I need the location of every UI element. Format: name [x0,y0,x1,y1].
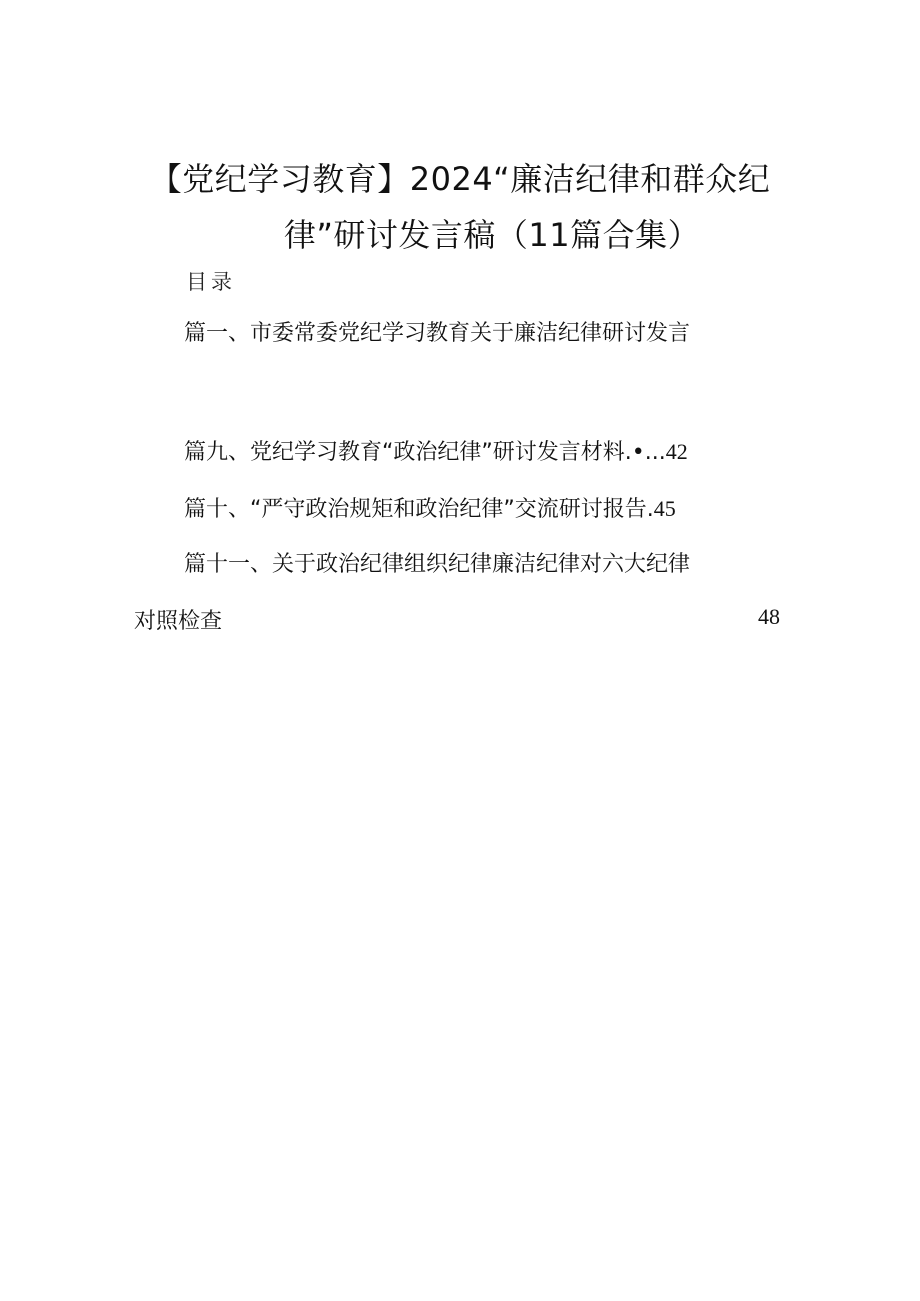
document-title [110,151,810,263]
toc-entry-text: 篇九、党纪学习教育“政治纪律”研讨发言材料.•... [184,440,666,465]
toc-entry-10[interactable] [184,494,676,525]
toc-page-number: 48 [758,604,780,629]
toc-entry-9[interactable] [184,437,688,468]
title-line-1: 【党纪学习教育】2024“廉洁纪律和群众纪 [149,160,771,199]
toc-page-number: 42 [665,439,688,464]
toc-entry-text: 篇十一、关于政治纪律组织纪律廉洁纪律对六大纪律 [184,552,691,577]
toc-entry-11[interactable] [184,550,690,580]
toc-heading: 目录 [186,270,236,294]
title-line-2: 律”研讨发言稿（11篇合集） [283,216,701,255]
toc-entry-text: 篇一、市委常委党纪学习教育关于廉洁纪律研讨发言 [184,321,691,346]
toc-entry-1[interactable] [184,319,690,349]
toc-entry-11-continuation: 对照检查 [134,609,223,634]
toc-entry-text: 篇十、“严守政治规矩和政治纪律”交流研讨报告. [184,497,654,522]
toc-page-number: 45 [653,496,676,521]
